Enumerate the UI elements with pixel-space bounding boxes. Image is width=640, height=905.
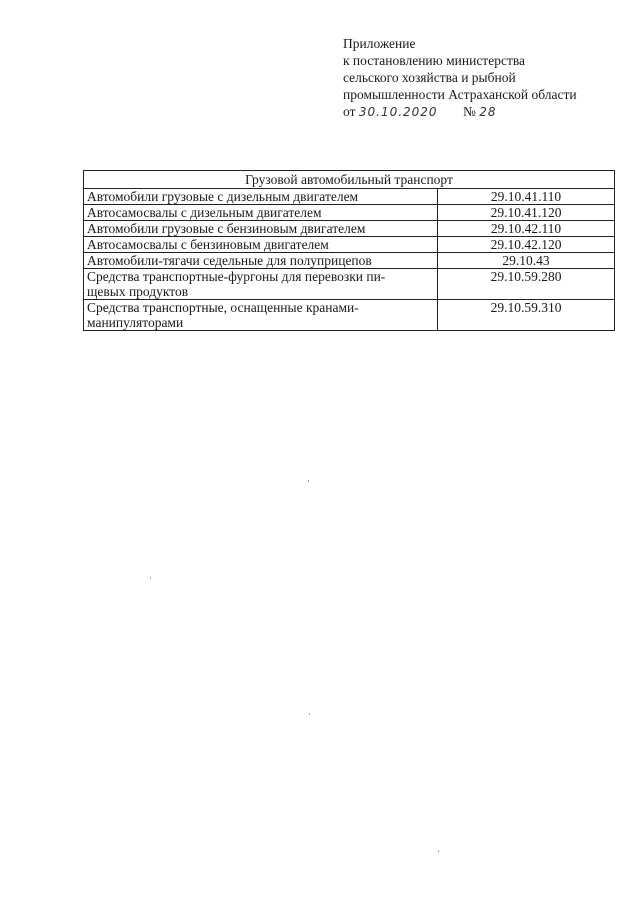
scan-speck: [308, 480, 309, 482]
row-code: 29.10.59.310: [438, 300, 615, 331]
scan-speck: [309, 713, 310, 715]
date-prefix: от: [343, 104, 356, 119]
row-code: 29.10.41.120: [438, 205, 615, 221]
row-code: 29.10.42.110: [438, 221, 615, 237]
row-name: Автосамосвалы с бензиновым двигателем: [84, 237, 438, 253]
row-name: Автомобили грузовые с дизельным двигателем: [84, 189, 438, 205]
row-code: 29.10.41.110: [438, 189, 615, 205]
table-row: [84, 237, 615, 253]
header-line-appendix: Приложение: [343, 36, 416, 51]
table-row: [84, 189, 615, 205]
header-line-region: промышленности Астраханской области: [343, 87, 577, 102]
scan-speck: [150, 577, 151, 579]
row-name: Автомобили-тягачи седельные для полуприцепов: [84, 253, 438, 269]
row-code: 29.10.59.280: [438, 269, 615, 300]
header-date-number: [343, 103, 577, 121]
table-row: [84, 221, 615, 237]
number-value: 28: [479, 105, 497, 119]
table-row: [84, 205, 615, 221]
table-row: [84, 253, 615, 269]
row-name: Автомобили грузовые с бензиновым двигателем: [84, 221, 438, 237]
row-name: [84, 300, 438, 331]
row-code: 29.10.43: [438, 253, 615, 269]
row-name-line: щевых продуктов: [87, 284, 189, 299]
row-name: Автосамосвалы с дизельным двигателем: [84, 205, 438, 221]
scan-speck: [438, 850, 439, 852]
row-code: 29.10.42.120: [438, 237, 615, 253]
date-value: 30.10.2020: [358, 105, 438, 119]
number-prefix: №: [462, 104, 476, 119]
appendix-header: [343, 35, 577, 121]
row-name-line: манипуляторами: [87, 315, 184, 330]
table-title-row: [84, 171, 615, 189]
table-row: [84, 300, 615, 331]
row-name-line: Средства транспортные-фургоны для перевозки пи-: [87, 269, 386, 284]
row-name: [84, 269, 438, 300]
row-name-line: Средства транспортные, оснащенные кранами-: [87, 300, 359, 315]
header-line-ministry: сельского хозяйства и рыбной: [343, 70, 516, 85]
table-row: [84, 269, 615, 300]
vehicle-classification-table: [83, 170, 615, 331]
header-line-resolution: к постановлению министерства: [343, 53, 526, 68]
table-title: Грузовой автомобильный транспорт: [84, 171, 615, 189]
